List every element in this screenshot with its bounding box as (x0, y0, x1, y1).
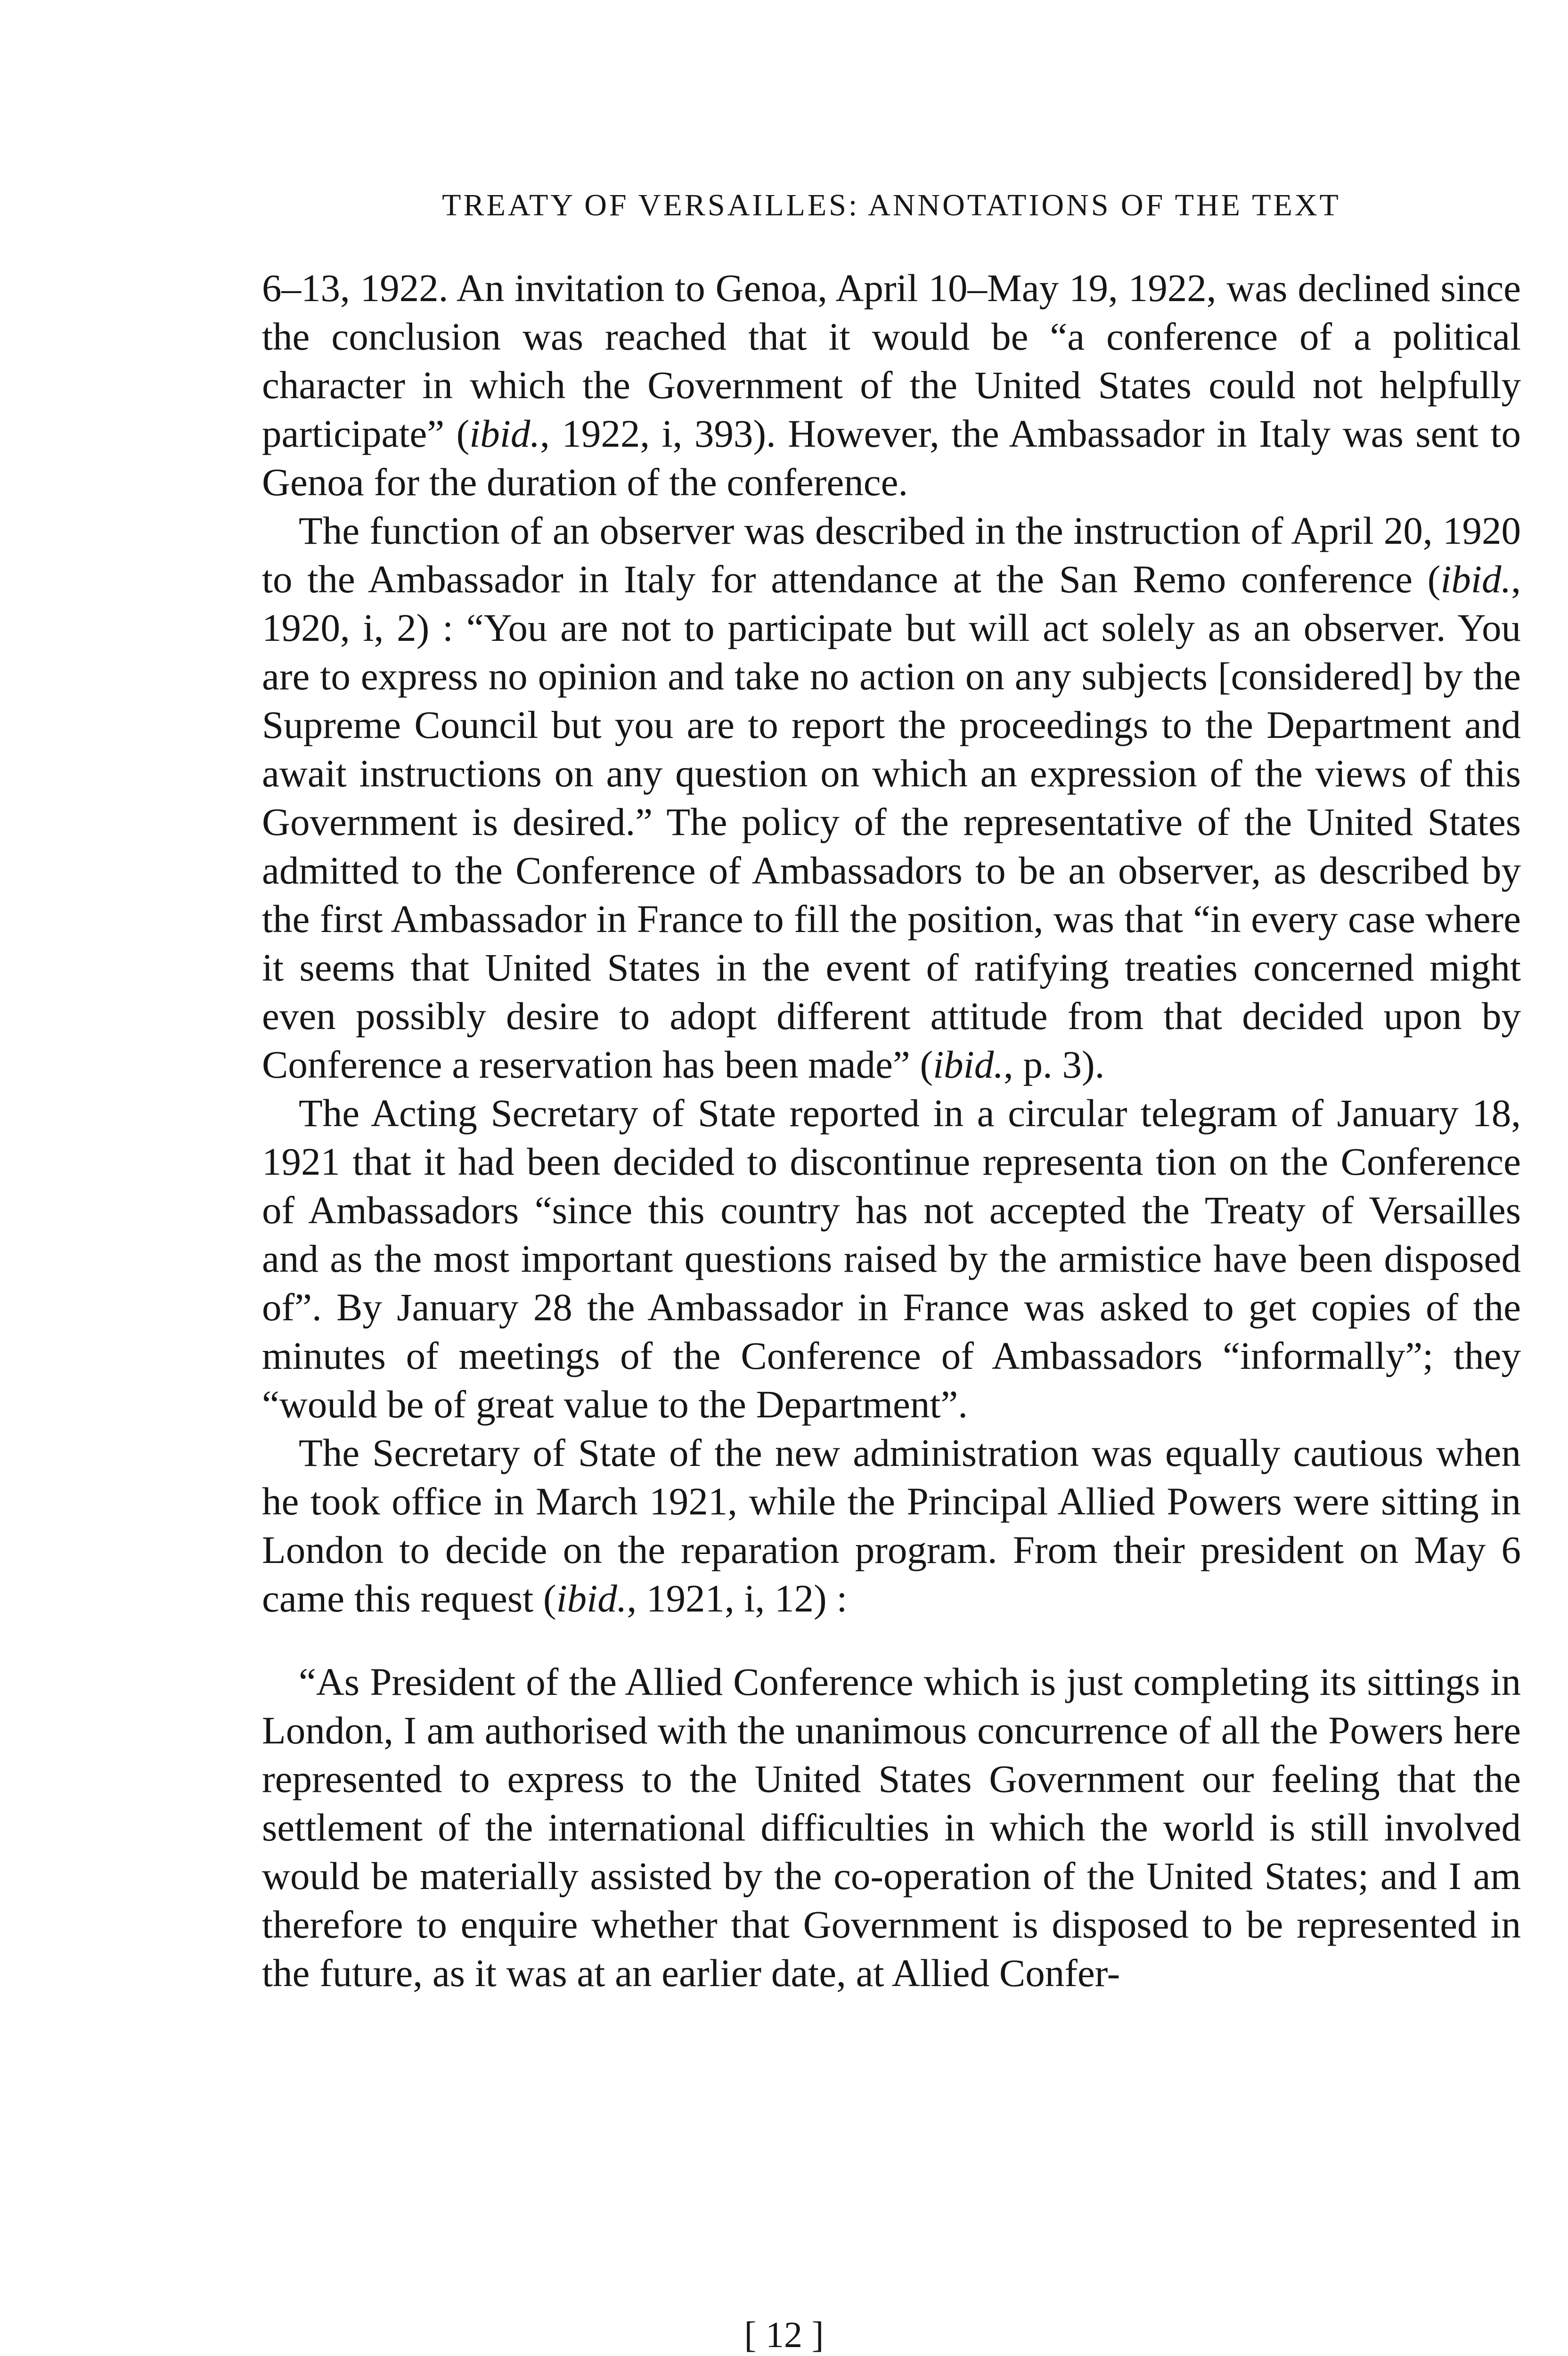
paragraph-new-administration (262, 1429, 1521, 1623)
text-run: The function of an observer was described in the instruction of April 20, 1920 to the Ambassador in Italy for attendance at the San Remo conference ( (262, 509, 1521, 601)
paragraph-genoa (262, 264, 1521, 507)
text-run: 6–13, 1922. An invitation to Genoa, April 10–May 19, 1922, was declined since the conclusion was reached that it would be “a conference of a political character in which the Government of the United States could not helpfully participate” ( (262, 266, 1521, 455)
citation-ibid: ibid. (933, 1043, 1004, 1086)
body-text (262, 264, 1521, 1997)
citation-ibid: ibid. (1440, 557, 1511, 601)
text-run: The Acting Secretary of State reported in a circular telegram of January 18, 1921 that it had been decided to discontinue representa tion on the Conference of Ambassadors “since this country has not accepted the Treaty of Versailles and as the most important questions raised by the armistice have been disposed of”. By January 28 the Ambassador in France was asked to get copies of the minutes of meetings of the Conference of Ambassadors “informally”; they “would be of great value to the Department”. (262, 1091, 1521, 1426)
text-run: “As President of the Allied Conference which is just completing its sittings in London, I am authorised with the unanimous concurrence of all the Powers here represented to express to the United States Government our feeling that the settlement of the international difficulties in which the world is still involved would be materially assisted by the co-operation of the United States; and I am therefore to enquire whether that Government is disposed to be represented in the future, as it was at an earlier date, at Allied Confer- (262, 1660, 1521, 1995)
paragraph-observer-function (262, 507, 1521, 1089)
citation-ibid: ibid. (469, 412, 540, 455)
text-run: , 1920, i, 2) : “You are not to participate but will act solely as an observer. You are to express no opinion and take no action on any subjects [considered] by the Supreme Council but you are to report the proceedings to the Department and await instructions on any question on which an expression of the views of this Government is desired.” The policy of the representative of the United States admitted to the Conference of Ambassadors to be an observer, as described by the first Ambassador in France to fill the position, was that “in every case where it seems that United States in the event of ratifying treaties concerned might even possibly desire to adopt different attitude from that decided upon by Conference a reservation has been made” ( (262, 557, 1521, 1086)
running-head: TREATY OF VERSAILLES: ANNOTATIONS OF THE TEXT (442, 188, 1341, 222)
text-run: The Secretary of State of the new administration was equally cautious when he took office in March 1921, while the Principal Allied Powers were sitting in London to decide on the reparation program. From their president on May 6 came this request ( (262, 1431, 1521, 1620)
page-number: [ 12 ] (744, 2314, 824, 2355)
paragraph-acting-secretary (262, 1089, 1521, 1429)
text-run: , 1922, i, 393). However, the Ambassador in Italy was sent to Genoa for the duration of the conference. (262, 412, 1521, 504)
text-run: , p. 3). (1003, 1043, 1105, 1086)
block-quote-allied-conference (262, 1658, 1521, 1997)
citation-ibid: ibid. (556, 1577, 627, 1620)
text-run: , 1921, i, 12) : (627, 1577, 848, 1620)
